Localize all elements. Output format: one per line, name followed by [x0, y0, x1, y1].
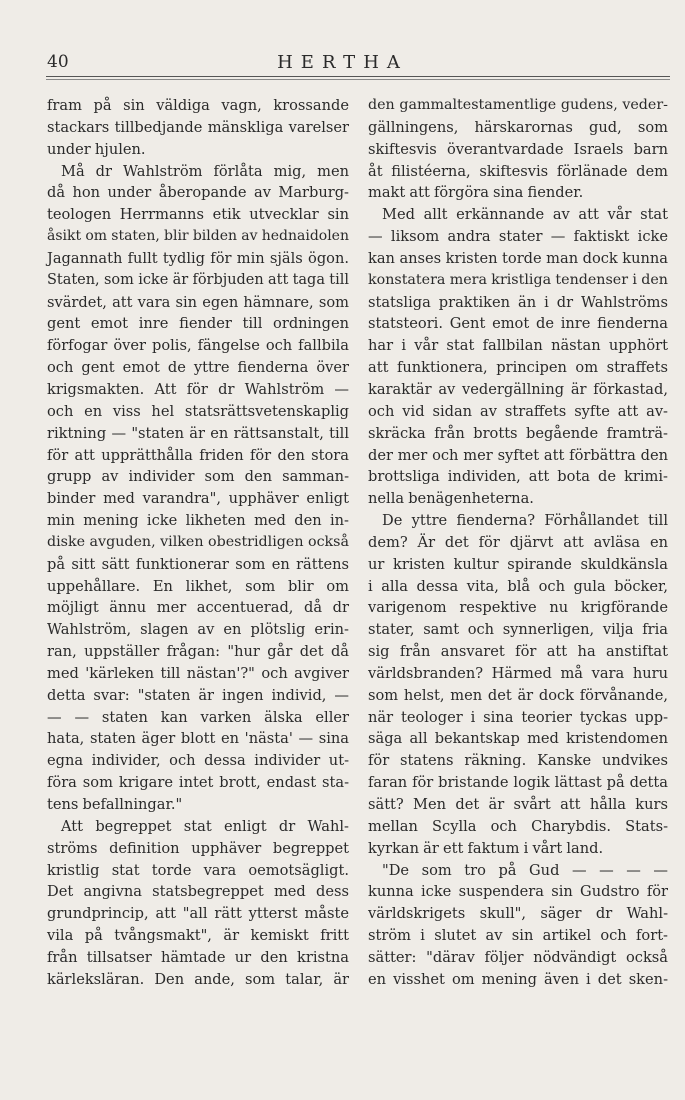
page-number: 40: [47, 52, 69, 72]
text-line: kan anses kristen torde man dock kunna: [368, 249, 668, 267]
text-line: teologen Herrmanns etik utvecklar sin: [47, 206, 349, 224]
text-line: stater, samt och synnerligen, vilja fria: [368, 621, 668, 639]
text-line: hata, staten äger blott en 'nästa' — sina: [47, 730, 349, 748]
text-line: ström i slutet av sin artikel och fort-: [368, 927, 668, 945]
text-line: att funktionera, principen om straffets: [368, 359, 668, 377]
text-line: och gent emot de yttre fienderna över: [47, 359, 349, 377]
text-line: som helst, men det är dock förvånande,: [368, 686, 668, 704]
text-line: nella benägenheterna.: [368, 490, 534, 508]
text-line: ströms definition upphäver begreppet: [47, 839, 349, 857]
text-line: åsikt om staten, blir bilden av hednaidolen: [47, 228, 349, 245]
text-line: kunna icke suspendera sin Gudstro för: [368, 883, 668, 901]
text-line: varigenom respektive nu krigförande: [368, 599, 668, 617]
running-head-title: HERTHA: [277, 52, 408, 73]
text-line: gällningens, härskarornas gud, som: [368, 118, 668, 136]
text-line: statsteori. Gent emot de inre fienderna: [368, 315, 668, 333]
text-line: världsbranden? Härmed må vara huru: [368, 664, 668, 682]
text-line: kyrkan är ett faktum i vårt land.: [368, 839, 604, 857]
header-rule: [46, 76, 670, 77]
text-line: skräcka från brotts begående framträ-: [368, 424, 668, 442]
text-line: stackars tillbedjande mänskliga varelser: [47, 118, 349, 136]
text-line: sätt? Men det är svårt att hålla kurs: [368, 796, 668, 813]
text-line: grupp av individer som den samman-: [47, 468, 349, 486]
text-line: der mer och mer syftet att förbättra den: [368, 446, 668, 464]
text-line: och vid sidan av straffets syfte att av-: [368, 402, 668, 420]
text-line: med 'kärleken till nästan'?" och avgiver: [47, 664, 349, 682]
text-line: grundprincip, att "all rätt ytterst måste: [47, 905, 349, 923]
text-line: makt att förgöra sina fiender.: [368, 184, 584, 202]
text-line: gent emot inre fiender till ordningen: [47, 315, 349, 333]
text-line: föra som krigare intet brott, endast sta-: [47, 774, 349, 792]
text-line: Jagannath fullt tydlig för min själs ögon.: [47, 249, 349, 267]
text-line: Må dr Wahlström förlåta mig, men: [61, 162, 349, 180]
text-line: tens befallningar.": [47, 796, 183, 813]
text-line: egna individer, och dessa individer ut-: [47, 752, 349, 770]
left-text-column: [47, 95, 349, 991]
text-line: binder med varandra", upphäver enligt: [47, 490, 349, 508]
text-line: diske avguden, vilken obestridligen också: [47, 533, 349, 550]
text-line: fram på sin väldiga vagn, krossande: [47, 97, 349, 114]
text-line: förfogar över polis, fängelse och fallbila: [47, 337, 349, 355]
text-line: skiftesvis överantvardade Israels barn: [368, 140, 668, 158]
text-line: för statens räkning. Kanske undvikes: [368, 752, 668, 770]
text-line: svärdet, att vara sin egen hämnare, som: [47, 293, 349, 311]
text-line: Staten, som icke är förbjuden att taga till: [47, 271, 349, 288]
text-line: på sitt sätt funktionerar som en rättens: [47, 555, 349, 573]
text-line: karaktär av vedergällning är förkastad,: [368, 380, 668, 398]
text-line: uppehållare. En likhet, som blir om: [47, 577, 349, 595]
text-line: en visshet om mening även i det sken-: [368, 970, 668, 988]
text-line: sig från ansvaret för att ha anstiftat: [368, 643, 668, 661]
right-text-column: [368, 95, 668, 991]
text-line: vila på tvångsmakt", är kemiskt fritt: [47, 927, 349, 945]
text-line: ur kristen kultur spirande skuldkänsla: [368, 555, 668, 573]
text-line: ran, uppställer frågan: "hur går det då: [47, 643, 349, 661]
text-line: statsliga praktiken än i dr Wahlströms: [368, 293, 668, 311]
text-line: De yttre fienderna? Förhållandet till: [382, 512, 668, 530]
text-line: för att upprätthålla friden för den stora: [47, 446, 349, 464]
text-line: — — staten kan varken älska eller: [47, 708, 349, 726]
text-line: den gammaltestamentlige gudens, veder-: [368, 97, 668, 113]
text-line: då hon under åberopande av Marburg-: [47, 184, 349, 202]
text-line: detta svar: "staten är ingen individ, —: [47, 686, 349, 704]
text-line: när teologer i sina teorier tyckas upp-: [368, 708, 668, 726]
text-line: sätter: "därav följer nödvändigt också: [368, 948, 668, 966]
text-line: min mening icke likheten med den in-: [47, 512, 349, 530]
text-line: krigsmakten. Att för dr Wahlström —: [47, 380, 349, 398]
text-line: kristlig stat torde vara oemotsägligt.: [47, 861, 349, 879]
text-line: Att begreppet stat enligt dr Wahl-: [61, 817, 349, 835]
text-line: från tillsatser hämtade ur den kristna: [47, 948, 349, 966]
text-line: under hjulen.: [47, 140, 146, 158]
text-line: säga all bekantskap med kristendomen: [368, 730, 668, 748]
text-line: faran för bristande logik lättast på detta: [368, 774, 668, 792]
text-line: i alla dessa vita, blå och gula böcker,: [368, 577, 668, 595]
text-line: och en viss hel statsrättsvetenskaplig: [47, 402, 349, 420]
text-line: Med allt erkännande av att vår stat: [382, 206, 668, 224]
text-line: brottsliga individen, att bota de krimi-: [368, 468, 668, 486]
text-line: riktning — "staten är en rättsanstalt, till: [47, 424, 349, 442]
text-line: — liksom andra stater — faktiskt icke: [368, 228, 668, 246]
text-line: har i vår stat fallbilan nästan upphört: [368, 337, 668, 355]
text-line: konstatera mera kristliga tendenser i den: [368, 271, 668, 288]
text-line: kärleksläran. Den ande, som talar, är: [47, 970, 349, 988]
text-line: åt filistéerna, skiftesvis förlänade dem: [368, 162, 668, 180]
text-line: mellan Scylla och Charybdis. Stats-: [368, 817, 668, 835]
text-line: möjligt ännu mer accentuerad, då dr: [47, 599, 349, 617]
text-line: världskrigets skull", säger dr Wahl-: [368, 905, 668, 923]
text-line: Wahlström, slagen av en plötslig erin-: [47, 621, 349, 639]
header-rule-thin: [46, 79, 670, 80]
text-line: Det angivna statsbegreppet med dess: [47, 883, 349, 901]
text-line: dem? Är det för djärvt att avläsa en: [368, 533, 668, 551]
text-line: "De som tro på Gud — — — —: [382, 861, 668, 879]
